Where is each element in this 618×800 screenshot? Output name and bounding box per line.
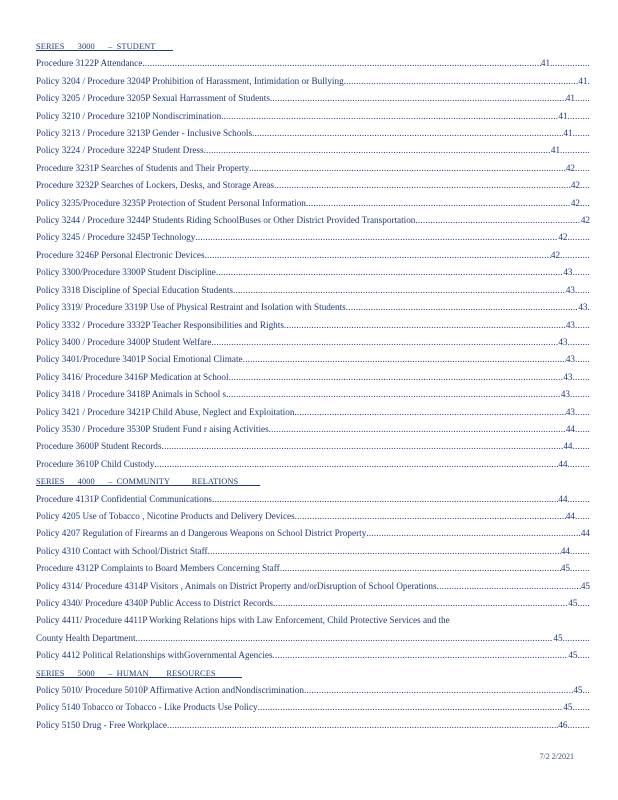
dot-leader (221, 108, 558, 125)
toc-entry (36, 247, 590, 264)
dot-leader (437, 578, 581, 595)
toc-entry-title: Procedure 3600P Student Records (36, 441, 162, 452)
toc-entry-title: Policy 3401/Procedure 3401P Social Emotional Climate (36, 354, 243, 365)
trailing-dots: ...... (575, 284, 590, 295)
toc-entry-title: Policy 4205 Use of Tobacco , Nicotine Products and Delivery Devices (36, 510, 295, 521)
trailing-dots: ......... (567, 493, 590, 504)
toc-entry (36, 386, 590, 403)
section-heading-label: SERIES 5000 – HUMAN RESOURCES (36, 668, 242, 678)
dot-leader (306, 195, 571, 212)
trailing-dots: ......... (567, 458, 590, 469)
trailing-dots: ..... (577, 650, 590, 661)
toc-entry (36, 299, 590, 316)
dot-leader (205, 247, 551, 264)
toc-entry-title: Policy 3213 / Procedure 3213P Gender - Inclusive Schools (36, 128, 253, 139)
dot-leader (136, 630, 554, 647)
toc-entry-page: 42 (580, 215, 590, 226)
toc-entry-title: Policy 3530 / Procedure 3530P Student Fund r aising Activities (36, 423, 269, 434)
trailing-dots: . (587, 75, 590, 86)
toc-entry (36, 317, 590, 334)
toc-entry-page: 41 (578, 75, 588, 86)
dot-leader (415, 212, 580, 229)
dot-leader (270, 90, 566, 107)
toc-entry-page: 44 (565, 510, 576, 521)
toc-entry (36, 90, 590, 107)
toc-entry (36, 508, 590, 525)
trailing-dots: ........... (562, 632, 590, 643)
toc-entry-page: 44 (558, 493, 568, 504)
toc-entry-title: Policy 3210 / Procedure 3210P Nondiscrimination (36, 110, 222, 121)
trailing-dots: ......... (567, 336, 590, 347)
dot-leader (211, 334, 558, 351)
dot-leader (142, 55, 541, 72)
toc-entry-title: Procedure 4131P Confidential Communications (36, 493, 212, 504)
trailing-dots: .... (580, 197, 590, 208)
toc-entry (36, 142, 590, 159)
toc-entry-page: 42 (558, 232, 568, 243)
trailing-dots: ............ (560, 145, 590, 156)
trailing-dots: ....... (572, 267, 590, 278)
toc-entry-title: Policy 3418 / Procedure 3418P Animals in School s (36, 389, 227, 400)
trailing-dots: ......... (567, 110, 590, 121)
toc-entry (36, 229, 590, 246)
toc-entry-page: 45 (568, 598, 578, 608)
dot-leader (344, 73, 579, 90)
toc-entry (36, 264, 590, 281)
dot-leader (249, 160, 566, 177)
trailing-dots: ....... (572, 128, 590, 139)
toc-entry (36, 630, 590, 647)
trailing-dots: ........ (570, 389, 590, 400)
dot-leader (346, 299, 579, 316)
toc-entry-title: Policy 4310 Contact with School/District Staff (36, 545, 208, 556)
toc-entry-title: Policy 3421 / Procedure 3421P Child Abuse, Neglect and Exploitation (36, 406, 295, 417)
dot-leader (161, 438, 563, 455)
toc-entry-title: Policy 4411/ Procedure 4411P Working Relations hips with Law Enforcement, Child Protective Services and the (36, 615, 450, 626)
toc-entry-title: Policy 3332 / Procedure 3332P Teacher Responsibilities and Rights (36, 319, 284, 330)
toc-entry-page: 43 (565, 284, 576, 295)
toc-entry (36, 491, 590, 508)
toc-entry (36, 351, 590, 368)
trailing-dots: ..... (577, 598, 590, 608)
toc-entry (36, 108, 590, 125)
toc-entry-page: 42 (570, 180, 580, 191)
dot-leader (294, 404, 565, 421)
trailing-dots: ......... (567, 232, 590, 243)
toc-entry-title: Procedure 3232P Searches of Lockers, Desks, and Storage Areas (36, 180, 274, 191)
toc-entry-page: 41 (563, 128, 573, 139)
dot-leader (243, 351, 566, 368)
toc-entry-title: Policy 3204 / Procedure 3204P Prohibition of Harassment, Intimidation or Bullying (36, 75, 344, 86)
toc-entry (36, 195, 590, 212)
toc-entry-page: 44 (560, 545, 571, 556)
toc-entry-page: 45 (563, 702, 573, 713)
dot-leader (280, 560, 561, 577)
toc-entry-page: 42 (570, 197, 580, 208)
toc-entry-page: 43 (578, 302, 588, 313)
toc-entry-page: 43 (565, 354, 576, 365)
trailing-dots: ...... (575, 93, 590, 104)
toc-entry-title: Policy 4340/ Procedure 4340P Public Access to District Records (36, 598, 273, 608)
toc-entry (36, 55, 590, 72)
trailing-dots: .... (580, 180, 590, 191)
toc-entry (36, 647, 590, 664)
toc-entry-page: 42 (565, 162, 576, 173)
toc-entry-title: Policy 3235/Procedure 3235P Protection of Student Personal Information (36, 197, 306, 208)
toc-entry-page: 45 (580, 580, 590, 591)
dot-leader (167, 717, 558, 734)
trailing-dots: ...... (575, 406, 590, 417)
trailing-dots: ........ (570, 563, 590, 574)
trailing-dots: ................ (550, 58, 590, 69)
toc-entry-page: 45 (568, 650, 578, 661)
section-heading-label: SERIES 4000 – COMMUNITY RELATIONS (36, 477, 261, 487)
trailing-dots: . (587, 302, 590, 313)
trailing-dots: ...... (575, 423, 590, 434)
dot-leader (229, 369, 564, 386)
toc-entry-page: 43 (558, 336, 568, 347)
toc-entry-title: Policy 5150 Drug - Free Workplace (36, 719, 168, 730)
dot-leader (284, 317, 566, 334)
toc-entry-title: Policy 4207 Regulation of Firearms an d Dangerous Weapons on School District Property (36, 528, 367, 539)
toc-entry-page: 43 (560, 389, 571, 400)
dot-leader (366, 525, 581, 542)
dot-leader (154, 456, 558, 473)
toc-entry-title: Policy 3205 / Procedure 3205P Sexual Harrassment of Students (36, 93, 270, 104)
dot-leader (204, 142, 551, 159)
toc-entry-title: Procedure 3610P Child Custody (36, 458, 155, 469)
toc-entry-title: Procedure 4312P Complaints to Board Members Concerning Staff (36, 563, 280, 574)
trailing-dots: ...... (575, 510, 590, 521)
dot-leader (226, 386, 561, 403)
toc-entry (36, 282, 590, 299)
toc-entry (36, 160, 590, 177)
toc-entry-title: Policy 5010/ Procedure 5010P Affirmative Action andNondiscrimination (36, 685, 304, 696)
toc-entry-title: Policy 5140 Tobacco or Tobacco - Like Products Use Policy (36, 702, 258, 713)
toc-entry (36, 578, 590, 595)
toc-entry-title: Policy 3244 / Procedure 3244P Students Riding SchoolBuses or Other District Provided Transportation (36, 215, 416, 226)
trailing-dots: ...... (575, 162, 590, 173)
toc-entry (36, 595, 590, 612)
toc-entry-page: 43 (565, 319, 576, 330)
section-heading (36, 38, 590, 55)
dot-leader (269, 421, 566, 438)
toc-entry (36, 682, 590, 699)
toc-entry-page: 41 (550, 145, 561, 156)
toc-entry (36, 612, 590, 629)
toc-entry-title: Policy 3245 / Procedure 3245P Technology (36, 232, 196, 243)
toc-entry-title: Policy 3400 / Procedure 3400P Student Welfare (36, 336, 212, 347)
dot-leader (208, 543, 561, 560)
toc-entry-page: 45 (553, 632, 563, 643)
toc-entry (36, 334, 590, 351)
toc-entry-title: Procedure 3246P Personal Electronic Devices (36, 249, 205, 260)
toc-entry (36, 699, 590, 716)
toc-entry-title: Policy 3416/ Procedure 3416P Medication at School (36, 371, 229, 382)
dot-leader (274, 177, 571, 194)
dot-leader (195, 229, 558, 246)
footer-date: 7/2 2/2021 (539, 752, 574, 761)
trailing-dots: ... (582, 685, 590, 696)
section-heading (36, 473, 590, 490)
toc-entry (36, 560, 590, 577)
toc-entry-page: 44 (558, 458, 568, 469)
dot-leader (304, 682, 573, 699)
toc-entry-title: Policy 4314/ Procedure 4314P Visitors , Animals on District Property and/orDisruption of School Operations (36, 580, 437, 591)
section-heading-label: SERIES 3000 – STUDENT (36, 42, 173, 51)
dot-leader (233, 282, 566, 299)
toc-entry (36, 212, 590, 229)
toc-entry-title: Procedure 3231P Searches of Students and Their Property (36, 162, 250, 173)
trailing-dots: ...... (575, 354, 590, 365)
toc-entry-page: 44 (565, 423, 576, 434)
toc-entry-title: Policy 4412 Political Relationships withGovernmental Agencies (36, 650, 273, 661)
trailing-dots: ............ (560, 249, 590, 260)
dot-leader (273, 647, 569, 664)
toc-entry-page: 45 (573, 685, 583, 696)
dot-leader (273, 595, 568, 612)
toc-entry-page: 43 (563, 371, 573, 382)
toc-entry-page: 41 (540, 58, 551, 69)
toc-entry (36, 404, 590, 421)
toc-entry-title: Policy 3318 Discipline of Special Education Students (36, 284, 233, 295)
toc-entry-page: 43 (563, 267, 573, 278)
toc-entry-page: 45 (560, 563, 571, 574)
trailing-dots: ...... (575, 319, 590, 330)
toc-entry-page: 41 (565, 93, 576, 104)
toc-entry-page: 41 (558, 110, 568, 121)
dot-leader (216, 264, 564, 281)
dot-leader (212, 491, 558, 508)
toc-entry-title: Policy 3224 / Procedure 3224P Student Dress (36, 145, 204, 156)
dot-leader (295, 508, 566, 525)
toc-entry (36, 717, 590, 734)
toc-entry (36, 125, 590, 142)
toc-entry (36, 73, 590, 90)
toc-entry-title: County Health Department (36, 632, 136, 643)
toc-entry-page: 42 (550, 249, 561, 260)
dot-leader (252, 125, 563, 142)
toc-entry-page: 46 (558, 719, 568, 730)
toc-entry-title: Policy 3319/ Procedure 3319P Use of Physical Restraint and Isolation with Students (36, 302, 346, 313)
toc-entry-page: 43 (565, 406, 576, 417)
trailing-dots: ....... (572, 441, 590, 452)
toc-entry (36, 369, 590, 386)
trailing-dots: ....... (572, 702, 590, 713)
toc-entry (36, 456, 590, 473)
toc-entry-page: 44 (580, 528, 590, 539)
toc-entry (36, 525, 590, 542)
dot-leader (258, 699, 564, 716)
toc-entry-title: Procedure 3122P Attendance (36, 58, 143, 69)
toc-entry (36, 177, 590, 194)
toc-entry-title: Policy 3300/Procedure 3300P Student Discipline (36, 267, 216, 278)
section-heading (36, 665, 590, 682)
trailing-dots: ......... (567, 719, 590, 730)
trailing-dots: ....... (572, 371, 590, 382)
toc-entry (36, 421, 590, 438)
toc-entry (36, 438, 590, 455)
toc-entry (36, 543, 590, 560)
trailing-dots: ........ (570, 545, 590, 556)
toc-entry-page: 44 (563, 441, 573, 452)
table-of-contents (36, 38, 590, 734)
